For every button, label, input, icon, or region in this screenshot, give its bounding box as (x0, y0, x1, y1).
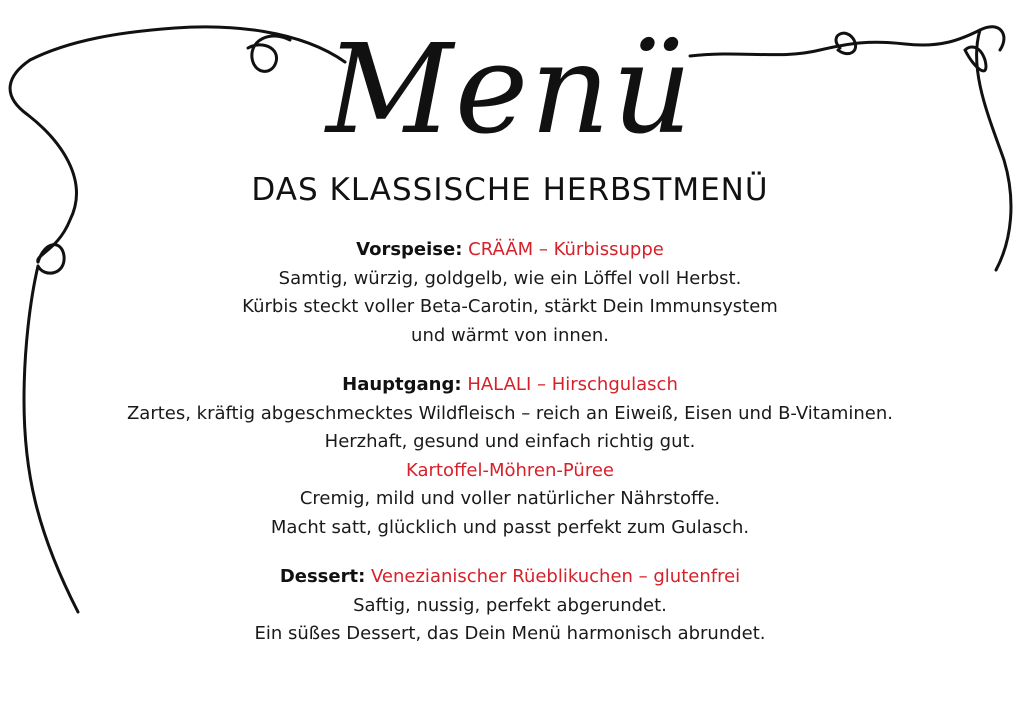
course-heading (0, 563, 1020, 592)
description-line: Kürbis steckt voller Beta-Carotin, stärkt Dein Immunsystem (242, 296, 778, 317)
menu-content (0, 236, 1020, 670)
course-label: Hauptgang: (342, 374, 462, 395)
menu-subtitle: DAS KLASSISCHE HERBSTMENÜ (251, 172, 769, 208)
description-line: und wärmt von innen. (411, 324, 609, 346)
dish-name: Venezianischer Rüeblikuchen – glutenfrei (371, 566, 741, 587)
description-line: Saftig, nussig, perfekt abgerundet. (353, 594, 667, 616)
course-dessert (0, 563, 1020, 649)
dish-name: HALALI – Hirschgulasch (467, 374, 678, 395)
course-starter (0, 236, 1020, 350)
course-heading (0, 371, 1020, 400)
side-dish-name: Kartoffel-Möhren-Püree (406, 459, 614, 481)
description-line: Macht satt, glücklich und passt perfekt zum Gulasch. (270, 516, 750, 538)
description-line: Ein süßes Dessert, das Dein Menü harmonisch abrundet. (254, 623, 766, 644)
course-heading (0, 236, 1020, 265)
description-line: Zartes, kräftig abgeschmecktes Wildfleisch – reich an Eiweiß, Eisen und B-Vitaminen. (126, 402, 894, 424)
menu-title: Menü (325, 18, 695, 162)
course-label: Dessert: (279, 566, 366, 587)
course-label: Vorspeise: (356, 239, 463, 260)
dish-name: CRÄÄM – Kürbissuppe (468, 239, 664, 260)
description-line: Samtig, würzig, goldgelb, wie ein Löffel voll Herbst. (278, 267, 742, 289)
description-line: Cremig, mild und voller natürlicher Nährstoffe. (299, 488, 721, 509)
description-line: Herzhaft, gesund und einfach richtig gut. (324, 431, 696, 452)
course-main (0, 371, 1020, 542)
